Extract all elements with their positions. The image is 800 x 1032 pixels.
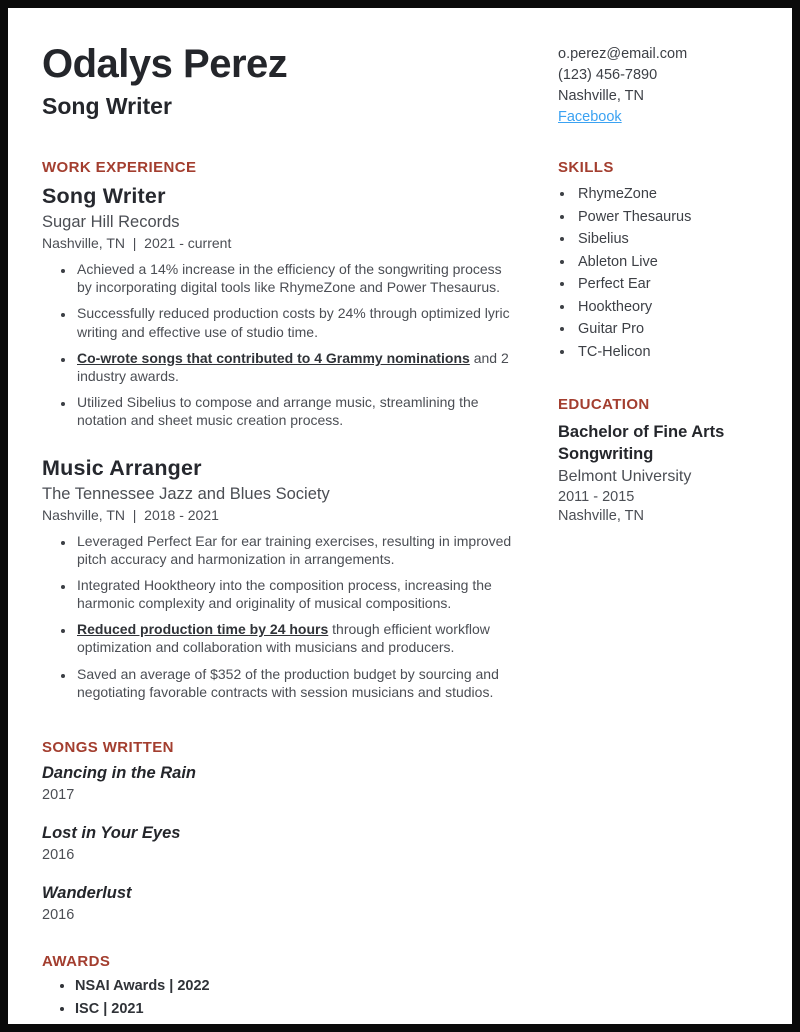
bullet-text: Integrated Hooktheory into the composition process, increasing the harmonic complexity and originality of musical compositions.: [77, 576, 492, 612]
awards-list: [42, 978, 518, 1017]
job-meta: Nashville, TN | 2021 - current: [42, 235, 232, 251]
contact-phone: (123) 456-7890: [558, 67, 658, 83]
job-bullet-list: [42, 260, 518, 430]
education-years: 2011 - 2015: [558, 489, 635, 506]
main-column: [42, 128, 518, 1024]
person-job-title: Song Writer: [42, 93, 172, 119]
song-entry: [42, 824, 518, 863]
facebook-link[interactable]: Facebook: [558, 109, 622, 125]
header-block: [42, 32, 518, 128]
song-year: 2016: [42, 907, 75, 923]
job-title: Music Arranger: [42, 455, 202, 480]
award-item: • ISC | 2021: [75, 1001, 518, 1017]
education-degree-line2: Songwriting: [558, 444, 654, 463]
awards-heading: AWARDS: [42, 953, 111, 970]
education-degree-line1: Bachelor of Fine Arts: [558, 422, 725, 441]
bullet-text: Achieved a 14% increase in the efficiency of the songwriting process by incorporating digital tools like RhymeZone and Power Thesaurus.: [77, 261, 502, 296]
job-bullet: [75, 260, 518, 296]
skills-heading: SKILLS: [558, 159, 614, 176]
skill-item: • Hooktheory: [575, 299, 756, 315]
job-bullet: [75, 532, 518, 568]
education-school: Belmont University: [558, 468, 692, 486]
skills-list: [558, 186, 756, 360]
job-company: Sugar Hill Records: [42, 213, 180, 231]
songs-written-section: [42, 739, 518, 923]
work-experience-heading: WORK EXPERIENCE: [42, 159, 197, 176]
bullet-text: through efficient workflow optimization and collaboration with musicians and producers.: [77, 621, 490, 656]
bullet-highlight: Reduced production time by 24 hours: [77, 621, 329, 638]
skill-item: • RhymeZone: [575, 186, 756, 202]
job-bullet: [75, 620, 518, 656]
education-heading: EDUCATION: [558, 395, 650, 413]
song-entry: [42, 884, 518, 923]
contact-block: [558, 32, 756, 128]
bullet-text: Leveraged Perfect Ear for ear training exercises, resulting in improved pitch accuracy and harmonization in arrangements.: [77, 532, 512, 567]
job-bullet: [75, 304, 518, 340]
job-entry: [42, 456, 518, 702]
job-bullet-list: [42, 532, 518, 702]
contact-email: o.perez@email.com: [558, 46, 688, 62]
job-bullet: [75, 576, 518, 612]
education-section: [558, 396, 756, 525]
bullet-text: Utilized Sibelius to compose and arrange music, streamlining the notation and sheet music creation process.: [77, 394, 479, 429]
skill-item: • Ableton Live: [575, 254, 756, 270]
bullet-highlight: Co-wrote songs that contributed to 4 Grammy nominations: [77, 349, 470, 366]
sidebar-column: [558, 128, 756, 1024]
education-location: Nashville, TN: [558, 508, 644, 525]
skill-item: • Power Thesaurus: [575, 209, 756, 225]
job-company: The Tennessee Jazz and Blues Society: [42, 484, 330, 503]
songs-written-heading: SONGS WRITTEN: [42, 739, 174, 756]
work-experience-section: [42, 159, 518, 701]
job-entry: [42, 184, 518, 430]
skill-item: • Guitar Pro: [575, 321, 756, 337]
awards-section: [42, 953, 518, 1017]
job-title: Song Writer: [42, 184, 166, 208]
song-title: Dancing in the Rain: [42, 764, 197, 782]
job-meta: Nashville, TN | 2018 - 2021: [42, 506, 219, 523]
resume-layout: [42, 32, 756, 1024]
skill-item: • TC-Helicon: [575, 344, 756, 360]
skill-item: • Perfect Ear: [575, 276, 756, 292]
person-name: Odalys Perez: [42, 42, 288, 86]
skills-section: [558, 159, 756, 360]
job-bullet: [75, 393, 518, 429]
education-degree: [558, 421, 756, 466]
award-item: • NSAI Awards | 2022: [75, 978, 518, 994]
bullet-text: and 2 industry awards.: [77, 349, 509, 384]
skill-item: • Sibelius: [575, 231, 756, 247]
contact-location: Nashville, TN: [558, 88, 644, 104]
song-title: Wanderlust: [42, 884, 132, 902]
song-year: 2017: [42, 787, 75, 803]
bullet-text: Successfully reduced production costs by 24% through optimized lyric writing and effective use of studio time.: [77, 305, 510, 340]
song-title: Lost in Your Eyes: [42, 824, 181, 842]
bullet-text: Saved an average of $352 of the production budget by sourcing and negotiating favorable contracts with session musicians and studios.: [77, 665, 499, 700]
job-bullet: [75, 665, 518, 701]
song-year: 2016: [42, 847, 75, 863]
song-entry: [42, 764, 518, 803]
job-bullet: [75, 349, 518, 385]
